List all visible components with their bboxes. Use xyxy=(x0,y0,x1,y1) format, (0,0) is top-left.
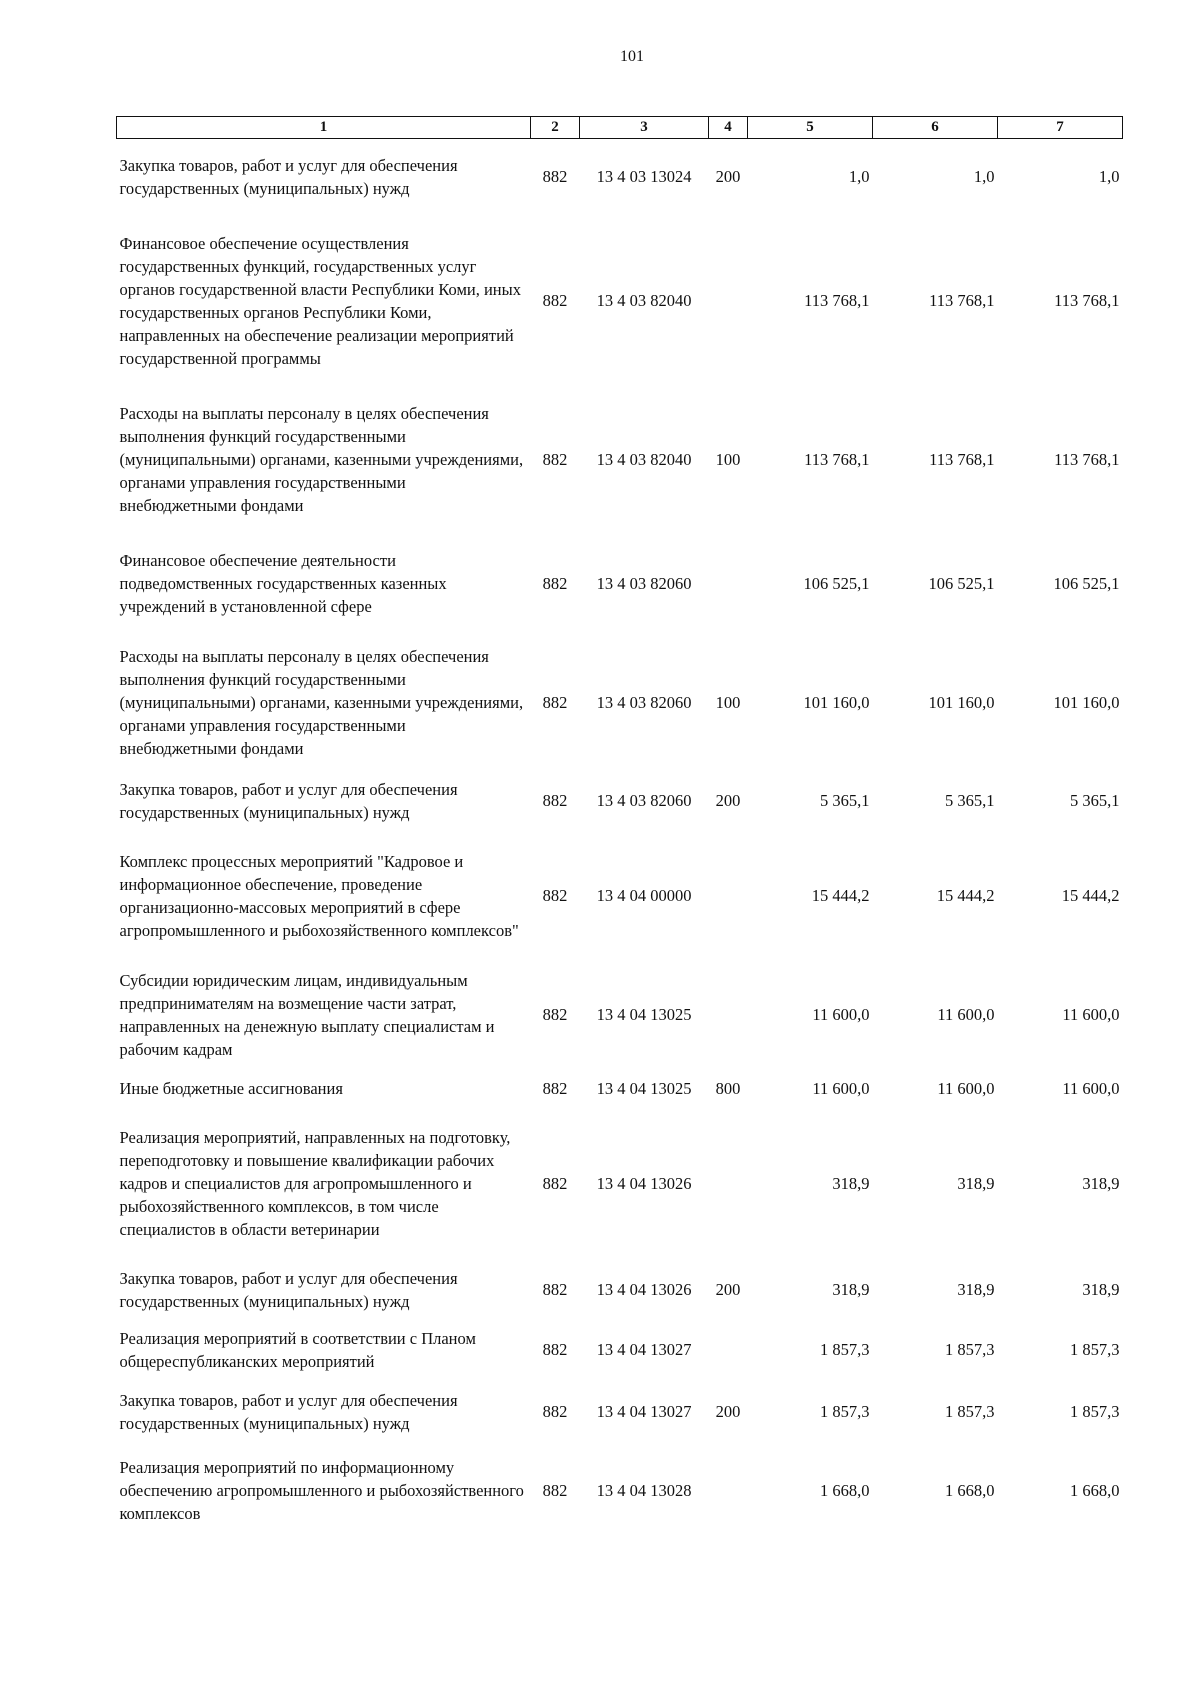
row-amount-col6: 113 768,1 xyxy=(929,450,995,469)
row-grbs-code: 882 xyxy=(542,1174,568,1193)
row-amount-col7: 5 365,1 xyxy=(1070,791,1120,810)
row-name: Закупка товаров, работ и услуг для обеспечения государственных (муниципальных) нужд xyxy=(119,155,458,198)
row-amount-col6: 113 768,1 xyxy=(929,291,995,310)
row-target-code: 13 4 04 13027 xyxy=(596,1340,692,1359)
row-amount-col7: 1 857,3 xyxy=(1070,1402,1120,1421)
row-expense-type: 100 xyxy=(715,450,741,469)
row-grbs-code: 882 xyxy=(542,574,568,593)
row-amount-col6: 1 857,3 xyxy=(945,1340,995,1359)
table-row xyxy=(117,771,1123,831)
row-amount-col5: 106 525,1 xyxy=(803,574,870,593)
row-name: Комплекс процессных мероприятий "Кадровое и информационное обеспечение, проведение организационно-массовых мероприятий в сфере агропромышленного и рыбохозяйственного комплексов" xyxy=(119,851,519,940)
row-grbs-code: 882 xyxy=(542,886,568,905)
row-expense-type xyxy=(709,961,748,1069)
row-amount-col7: 113 768,1 xyxy=(1054,450,1120,469)
row-expense-type: 800 xyxy=(715,1079,741,1098)
row-amount-col5: 101 160,0 xyxy=(803,693,870,712)
row-expense-type xyxy=(709,1109,748,1259)
row-target-code: 13 4 03 82040 xyxy=(596,291,692,310)
table-row xyxy=(117,1259,1123,1321)
row-amount-col6: 11 600,0 xyxy=(937,1079,995,1098)
table-row xyxy=(117,961,1123,1069)
row-expense-type xyxy=(709,1445,748,1537)
table-row xyxy=(117,1069,1123,1109)
row-expense-type: 100 xyxy=(715,693,741,712)
row-grbs-code: 882 xyxy=(542,167,568,187)
row-target-code: 13 4 04 13025 xyxy=(596,1079,692,1098)
row-amount-col6: 1 668,0 xyxy=(945,1481,995,1500)
row-amount-col6: 11 600,0 xyxy=(937,1005,995,1024)
row-name: Реализация мероприятий, направленных на подготовку, переподготовку и повышение квалификации рабочих кадров и специалистов для агропромышленного и рыбохозяйственного комплексов, в том числе специалистов в области ветеринарии xyxy=(119,1128,511,1239)
table-row xyxy=(117,1379,1123,1445)
row-grbs-code: 882 xyxy=(542,1280,568,1299)
row-amount-col5: 318,9 xyxy=(832,1174,870,1193)
table-row xyxy=(117,533,1123,635)
row-name: Реализация мероприятий по информационному обеспечению агропромышленного и рыбохозяйственного комплексов xyxy=(119,1458,524,1523)
row-amount-col5: 1 668,0 xyxy=(820,1481,870,1500)
row-amount-col5: 1 857,3 xyxy=(820,1340,870,1359)
row-expense-type: 200 xyxy=(715,1280,741,1299)
row-grbs-code: 882 xyxy=(542,450,568,469)
row-amount-col5: 5 365,1 xyxy=(820,791,870,810)
row-amount-col6: 101 160,0 xyxy=(928,693,995,712)
row-grbs-code: 882 xyxy=(542,1402,568,1421)
row-amount-col5: 1,0 xyxy=(848,167,870,187)
row-expense-type xyxy=(709,215,748,387)
row-grbs-code: 882 xyxy=(542,1340,568,1359)
row-amount-col7: 106 525,1 xyxy=(1053,574,1120,593)
row-target-code: 13 4 04 13028 xyxy=(596,1481,692,1500)
row-amount-col5: 1 857,3 xyxy=(820,1402,870,1421)
row-target-code: 13 4 03 82060 xyxy=(596,791,692,810)
row-amount-col5: 318,9 xyxy=(832,1280,870,1299)
row-name: Расходы на выплаты персоналу в целях обеспечения выполнения функций государственными (муниципальными) органами, казенными учреждениями, органами управления государственными внебюджетными фондами xyxy=(119,647,524,758)
column-header-4: 4 xyxy=(709,117,748,139)
table-row xyxy=(117,387,1123,533)
row-amount-col5: 113 768,1 xyxy=(804,450,870,469)
row-name: Закупка товаров, работ и услуг для обеспечения государственных (муниципальных) нужд xyxy=(119,1268,458,1311)
table-body xyxy=(117,139,1123,1537)
table-header xyxy=(117,117,1123,139)
row-amount-col5: 113 768,1 xyxy=(804,291,870,310)
row-expense-type xyxy=(709,831,748,961)
table-row xyxy=(117,831,1123,961)
row-grbs-code: 882 xyxy=(542,291,568,310)
table-row xyxy=(117,139,1123,215)
row-amount-col7: 11 600,0 xyxy=(1062,1005,1120,1024)
header-row xyxy=(117,117,1123,139)
row-target-code: 13 4 04 00000 xyxy=(596,886,692,905)
table-row xyxy=(117,1109,1123,1259)
row-expense-type xyxy=(709,1321,748,1379)
row-name: Иные бюджетные ассигнования xyxy=(119,1079,343,1098)
row-name: Финансовое обеспечение осуществления государственных функций, государственных услуг органов государственной власти Республики Коми, иных государственных органов Республики Коми, направленных на обеспечение реализации мероприятий государственной программы xyxy=(119,233,521,368)
column-header-1: 1 xyxy=(117,117,531,139)
table-row xyxy=(117,215,1123,387)
row-target-code: 13 4 04 13026 xyxy=(596,1280,692,1299)
row-amount-col6: 1,0 xyxy=(973,167,995,187)
column-header-2: 2 xyxy=(531,117,580,139)
page-number: 101 xyxy=(620,48,644,65)
row-name: Закупка товаров, работ и услуг для обеспечения государственных (муниципальных) нужд xyxy=(119,1390,458,1433)
row-target-code: 13 4 03 82060 xyxy=(596,574,692,593)
row-name: Реализация мероприятий в соответствии с Планом общереспубликанских мероприятий xyxy=(119,1328,476,1371)
row-amount-col6: 318,9 xyxy=(957,1280,995,1299)
row-target-code: 13 4 03 13024 xyxy=(596,167,692,187)
row-amount-col5: 11 600,0 xyxy=(812,1079,870,1098)
row-target-code: 13 4 04 13027 xyxy=(596,1402,692,1421)
row-amount-col7: 113 768,1 xyxy=(1054,291,1120,310)
row-amount-col6: 318,9 xyxy=(957,1174,995,1193)
row-grbs-code: 882 xyxy=(542,791,568,810)
row-expense-type: 200 xyxy=(715,1402,741,1421)
row-amount-col6: 1 857,3 xyxy=(945,1402,995,1421)
column-header-3: 3 xyxy=(580,117,709,139)
row-name: Субсидии юридическим лицам, индивидуальным предпринимателям на возмещение части затрат, направленных на денежную выплату специалистам и рабочим кадрам xyxy=(119,970,495,1059)
row-expense-type xyxy=(709,533,748,635)
row-amount-col7: 1,0 xyxy=(1098,167,1120,187)
row-target-code: 13 4 04 13026 xyxy=(596,1174,692,1193)
table-row xyxy=(117,1321,1123,1379)
row-target-code: 13 4 04 13025 xyxy=(596,1005,692,1024)
row-grbs-code: 882 xyxy=(542,1005,568,1024)
row-amount-col7: 318,9 xyxy=(1082,1280,1120,1299)
row-target-code: 13 4 03 82040 xyxy=(596,450,692,469)
row-amount-col7: 318,9 xyxy=(1082,1174,1120,1193)
row-amount-col6: 15 444,2 xyxy=(936,886,995,905)
table-row xyxy=(117,635,1123,771)
budget-table xyxy=(116,116,1123,1537)
row-grbs-code: 882 xyxy=(542,1481,568,1500)
row-amount-col6: 5 365,1 xyxy=(945,791,995,810)
row-amount-col5: 11 600,0 xyxy=(812,1005,870,1024)
row-amount-col7: 11 600,0 xyxy=(1062,1079,1120,1098)
row-amount-col7: 15 444,2 xyxy=(1061,886,1120,905)
row-amount-col5: 15 444,2 xyxy=(811,886,870,905)
column-header-5: 5 xyxy=(748,117,873,139)
row-name: Финансовое обеспечение деятельности подведомственных государственных казенных учреждений в установленной сфере xyxy=(119,551,447,616)
row-name: Расходы на выплаты персоналу в целях обеспечения выполнения функций государственными (муниципальными) органами, казенными учреждениями, органами управления государственными внебюджетными фондами xyxy=(119,404,524,515)
row-amount-col6: 106 525,1 xyxy=(928,574,995,593)
row-grbs-code: 882 xyxy=(542,693,568,712)
row-grbs-code: 882 xyxy=(542,1079,568,1098)
row-expense-type: 200 xyxy=(715,791,741,810)
table-row xyxy=(117,1445,1123,1537)
column-header-7: 7 xyxy=(998,117,1123,139)
row-expense-type: 200 xyxy=(715,167,741,187)
row-amount-col7: 1 857,3 xyxy=(1070,1340,1120,1359)
row-target-code: 13 4 03 82060 xyxy=(596,693,692,712)
row-amount-col7: 1 668,0 xyxy=(1070,1481,1120,1500)
row-name: Закупка товаров, работ и услуг для обеспечения государственных (муниципальных) нужд xyxy=(119,779,458,822)
row-amount-col7: 101 160,0 xyxy=(1053,693,1120,712)
column-header-6: 6 xyxy=(873,117,998,139)
